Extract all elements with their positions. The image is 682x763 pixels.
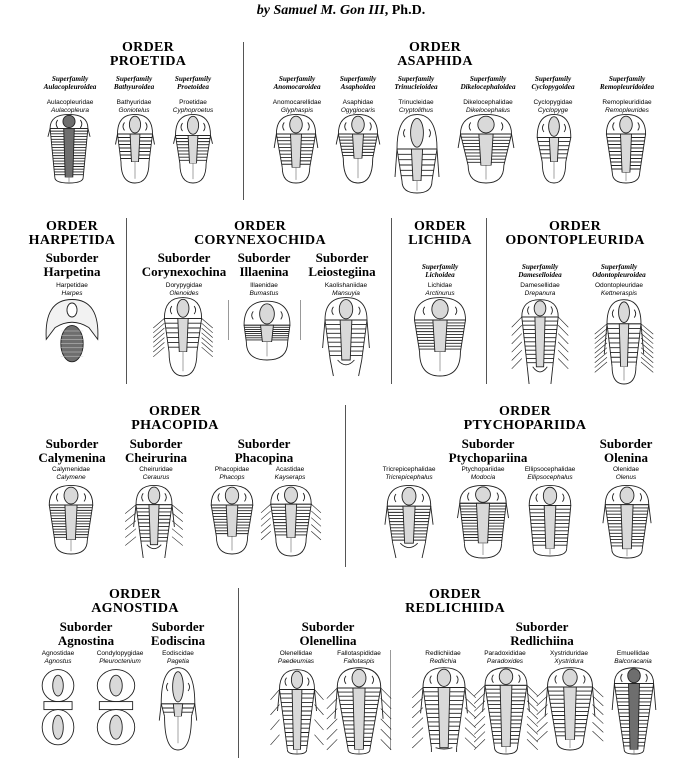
suborder-divider: [228, 300, 229, 340]
superfamily-dameselloidea: Superfamily Dameselloidea: [518, 263, 562, 279]
superfamily-proetoidea: Superfamily Proetoidea: [174, 75, 212, 91]
paradoxides-drawing: [476, 666, 536, 754]
mansuyia-drawing: [316, 296, 376, 376]
trilobite-kettneraspis-illustration: [590, 298, 658, 384]
glyphaspis-drawing: [268, 113, 324, 183]
suborder-redlichiina: Suborder Redlichiina: [510, 619, 574, 648]
suborder-harpetina: Suborder Harpetina: [43, 250, 101, 279]
trilobite-glyphaspis-illustration: [268, 113, 324, 183]
suborder-divider: [390, 650, 391, 750]
author-name: by Samuel M. Gon III: [256, 3, 385, 18]
cryptolithus-drawing: [392, 113, 442, 193]
family-dorypygidae: Dorypygidae Olenoides: [165, 282, 203, 297]
superfamily-cyclopygoidea: Superfamily Cyclopygoidea: [531, 75, 575, 91]
balcoracania-drawing: [606, 666, 662, 754]
family-anomocarellidae: Anomocarellidae Glyphaspis: [272, 99, 322, 114]
family-damesellidae: Damesellidae Drepanura: [520, 282, 560, 297]
family-proetidae: Proetidae Cyphoproetus: [172, 99, 214, 114]
phacops-drawing: [206, 484, 258, 554]
family-illaenidae: Illaenidae Bumastus: [249, 282, 279, 297]
superfamily-asaphoidea: Superfamily Asaphoidea: [339, 75, 377, 91]
family-cyclopygidae: Cyclopygidae Cyclopyge: [533, 99, 573, 114]
trilobite-paedeumias-illustration: [272, 668, 322, 754]
fallotaspis-drawing: [330, 666, 388, 754]
ceraurus-drawing: [124, 484, 184, 558]
family-xystriduridae: Xystriduridae Xystridura: [550, 650, 588, 665]
trilobite-xystridura-illustration: [540, 666, 600, 750]
order-name: LICHIDA: [408, 233, 472, 248]
order-lichida-heading: [400, 220, 480, 248]
trilobite-arctinurus-illustration: [410, 296, 470, 376]
family-aulacopleuridae: Aulacopleuridae Aulacopleura: [46, 99, 94, 114]
order-redlichiida-heading: [395, 588, 515, 616]
trilobite-cyphoproetus-illustration: [168, 113, 218, 183]
remopleurides-drawing: [598, 113, 654, 183]
pleuroctenium-drawing: [90, 668, 142, 748]
dikelocephalus-drawing: [456, 113, 516, 183]
family-ptychopariidae: Ptychopariidae Modocia: [461, 466, 505, 481]
harpes-drawing: [44, 296, 100, 366]
family-olenellidae: Olenellidae Paedeumias: [277, 650, 315, 665]
order-name: REDLICHIIDA: [405, 601, 505, 616]
trilobite-phacops-illustration: [206, 484, 258, 554]
family-dikelocephalidae: Dikelocephalidae Dikelocephalus: [463, 99, 513, 114]
order-harpetida-heading: [22, 220, 122, 248]
suborder-phacopina: Suborder Phacopina: [234, 436, 294, 465]
trilobite-pleuroctenium-illustration: [90, 668, 142, 748]
order-name: PROETIDA: [109, 54, 187, 69]
paedeumias-drawing: [272, 668, 322, 754]
order-agnostida-heading: [85, 588, 185, 616]
section-divider: [391, 218, 392, 384]
order-name: AGNOSTIDA: [91, 601, 179, 616]
superfamily-anomocaroidea: Superfamily Anomocaroidea: [273, 75, 321, 91]
trilobite-paradoxides-illustration: [476, 666, 536, 754]
family-emuellidae: Emuellidae Balcoracania: [614, 650, 652, 665]
trilobite-bumastus-illustration: [240, 300, 294, 360]
trilobite-ellipsocephalus-illustration: [524, 484, 576, 556]
family-trinucleidae: Trinucleidae Cryptolithus: [398, 99, 434, 114]
trilobite-olenus-illustration: [598, 484, 656, 558]
family-remopleurididae: Remopleurididae Remopleurides: [602, 99, 652, 114]
family-harpetidae: Harpetidae Harpes: [56, 282, 88, 297]
trilobite-cryptolithus-illustration: [392, 113, 442, 193]
calymene-drawing: [42, 484, 100, 554]
redlichia-drawing: [414, 666, 474, 752]
olenus-drawing: [598, 484, 656, 558]
goniotelus-drawing: [110, 113, 160, 183]
family-agnostidae: Agnostidae Agnostus: [41, 650, 75, 665]
family-phacopidae: Phacopidae Phacops: [214, 466, 250, 481]
order-label: ORDER: [108, 587, 162, 602]
order-label: ORDER: [45, 219, 99, 234]
suborder-illaenina: Suborder Illaenina: [237, 250, 291, 279]
trilobite-cyclopyge-illustration: [530, 113, 578, 183]
order-ptychopariida-heading: [455, 405, 595, 433]
section-divider: [345, 405, 346, 567]
order-odontopleurida-heading: [500, 220, 650, 248]
order-label: ORDER: [498, 404, 552, 419]
author-credit: [0, 3, 682, 19]
ellipsocephalus-drawing: [524, 484, 576, 556]
family-eodiscidae: Eodiscidae Pagetia: [162, 650, 194, 665]
order-label: ORDER: [233, 219, 287, 234]
superfamily-remopleuridoidea: Superfamily Remopleuridoidea: [599, 75, 655, 91]
agnostus-drawing: [36, 668, 80, 748]
family-cheiruridae: Cheiruridae Ceraurus: [139, 466, 173, 481]
section-divider: [486, 218, 487, 384]
trilobite-calymene-illustration: [42, 484, 100, 554]
trilobite-mansuyia-illustration: [316, 296, 376, 376]
cyphoproetus-drawing: [168, 113, 218, 183]
drepanura-drawing: [512, 298, 568, 384]
family-condylopygidae: Condylopygidae Pleuroctenium: [96, 650, 144, 665]
olenoides-drawing: [152, 296, 214, 376]
family-odontopleuridae: Odontopleuridae Kettneraspis: [594, 282, 644, 297]
order-label: ORDER: [121, 40, 175, 55]
order-name: PHACOPIDA: [131, 418, 219, 433]
trilobite-balcoracania-illustration: [606, 666, 662, 754]
family-tricrepicephalidae: Tricrepicephalidae Tricrepicephalus: [382, 466, 436, 481]
ogygiocaris-drawing: [330, 113, 386, 183]
trilobite-agnostus-illustration: [36, 668, 80, 748]
family-bathyuridae: Bathyuridae Goniotelus: [116, 99, 152, 114]
suborder-divider: [300, 300, 301, 340]
family-lichidae: Lichidae Arctinurus: [425, 282, 455, 297]
suborder-agnostina: Suborder Agnostina: [57, 619, 115, 648]
arctinurus-drawing: [410, 296, 470, 376]
suborder-leiostegiina: Suborder Leiostegiina: [308, 250, 376, 279]
bumastus-drawing: [240, 300, 294, 360]
trilobite-aulacopleura-illustration: [42, 113, 96, 183]
modocia-drawing: [454, 484, 512, 558]
suborder-ptychopariina: Suborder Ptychopariina: [448, 436, 528, 465]
trilobite-tricrepicephalus-illustration: [380, 484, 438, 558]
suborder-olenina: Suborder Olenina: [599, 436, 653, 465]
trilobite-fallotaspis-illustration: [330, 666, 388, 754]
trilobite-ceraurus-illustration: [124, 484, 184, 558]
family-redlichiidae: Redlichiidae Redlichia: [425, 650, 461, 665]
order-label: ORDER: [548, 219, 602, 234]
trilobite-redlichia-illustration: [414, 666, 474, 752]
superfamily-trinucleioidea: Superfamily Trinucleioidea: [394, 75, 438, 91]
trilobite-harpes-illustration: [44, 296, 100, 366]
xystridura-drawing: [540, 666, 600, 750]
trilobite-goniotelus-illustration: [110, 113, 160, 183]
trilobite-olenoides-illustration: [152, 296, 214, 376]
section-divider: [238, 588, 239, 758]
family-acastidae: Acastidae Kayseraps: [274, 466, 306, 481]
suborder-eodiscina: Suborder Eodiscina: [150, 619, 206, 648]
order-name: PTYCHOPARIIDA: [463, 418, 587, 433]
order-name: CORYNEXOCHIDA: [194, 233, 326, 248]
trilobite-ogygiocaris-illustration: [330, 113, 386, 183]
trilobite-kayseraps-illustration: [264, 484, 318, 556]
order-label: ORDER: [413, 219, 467, 234]
order-label: ORDER: [428, 587, 482, 602]
section-divider: [243, 42, 244, 200]
family-fallotaspididae: Fallotaspididae Fallotaspis: [337, 650, 381, 665]
superfamily-odontopleuroidea: Superfamily Odontopleuroidea: [592, 263, 646, 279]
suborder-cheirurina: Suborder Cheirurina: [124, 436, 188, 465]
order-name: ASAPHIDA: [397, 54, 473, 69]
family-olenidae: Olenidae Olenus: [612, 466, 640, 481]
family-asaphidae: Asaphidae Ogygiocaris: [340, 99, 376, 114]
trilobite-remopleurides-illustration: [598, 113, 654, 183]
order-label: ORDER: [408, 40, 462, 55]
superfamily-dikelocephaloidea: Superfamily Dikelocephaloidea: [460, 75, 516, 91]
kettneraspis-drawing: [590, 298, 658, 384]
order-phacopida-heading: [120, 405, 230, 433]
tricrepicephalus-drawing: [380, 484, 438, 558]
trilobite-dikelocephalus-illustration: [456, 113, 516, 183]
superfamily-aulacopleuroidea: Superfamily Aulacopleuroidea: [43, 75, 97, 91]
kayseraps-drawing: [264, 484, 318, 556]
aulacopleura-drawing: [42, 113, 96, 183]
suborder-corynexochina: Suborder Corynexochina: [141, 250, 227, 279]
section-divider: [126, 218, 127, 384]
order-name: ODONTOPLEURIDA: [505, 233, 645, 248]
family-ellipsocephalidae: Ellipsocephalidae Ellipsocephalus: [524, 466, 576, 481]
order-name: HARPETIDA: [28, 233, 116, 248]
superfamily-bathyuroidea: Superfamily Bathyuroidea: [113, 75, 155, 91]
order-corynexochida-heading: [190, 220, 330, 248]
order-label: ORDER: [148, 404, 202, 419]
trilobite-pagetia-illustration: [154, 666, 202, 750]
superfamily-lichoidea: Superfamily Lichoidea: [421, 263, 459, 279]
family-paradoxididae: Paradoxididae Paradoxides: [484, 650, 526, 665]
order-proetida-heading: [98, 41, 198, 69]
pagetia-drawing: [154, 666, 202, 750]
family-calymenidae: Calymenidae Calymene: [52, 466, 90, 481]
order-asaphida-heading: [380, 41, 490, 69]
suborder-olenellina: Suborder Olenellina: [299, 619, 357, 648]
trilobite-drepanura-illustration: [512, 298, 568, 384]
trilobite-modocia-illustration: [454, 484, 512, 558]
cyclopyge-drawing: [530, 113, 578, 183]
suborder-calymenina: Suborder Calymenina: [38, 436, 106, 465]
family-kaolishaniidae: Kaolishaniidae Mansuyia: [324, 282, 368, 297]
author-degree: , Ph.D.: [384, 3, 426, 18]
